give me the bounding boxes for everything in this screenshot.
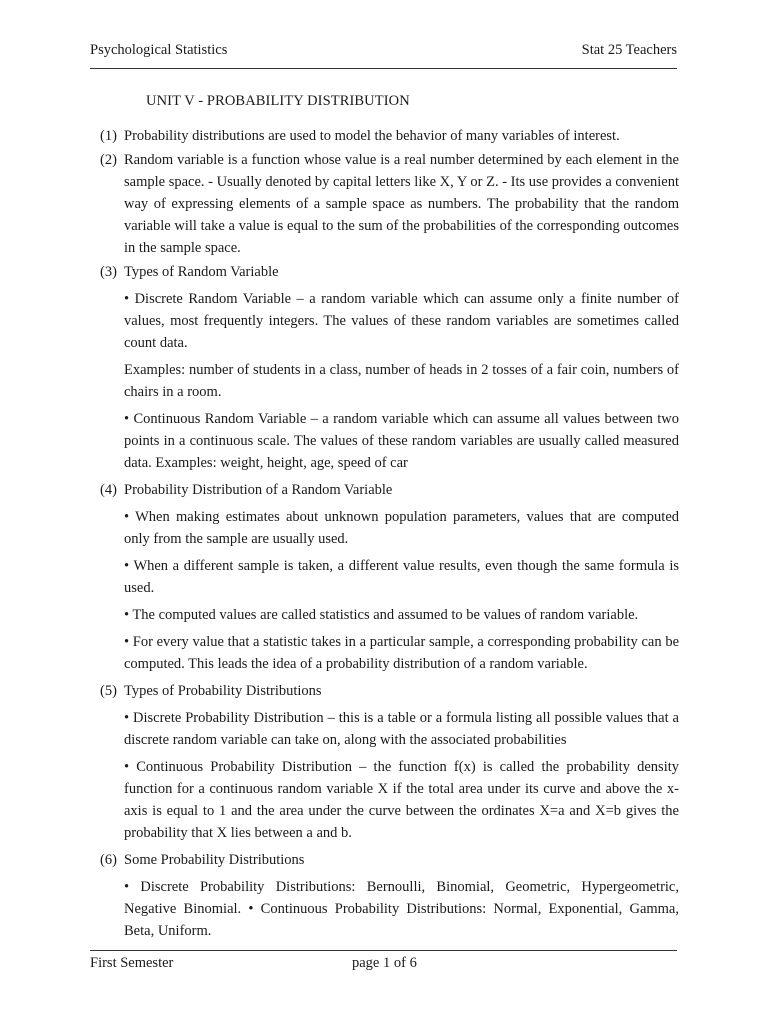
item-number: (1)	[100, 128, 117, 144]
header-course-code: Stat 25 Teachers	[581, 42, 677, 58]
footer-divider	[90, 950, 677, 951]
footer-semester: First Semester	[90, 955, 174, 971]
item-text: Random variable is a function whose value is a real number determined by each element in the sample space. - Usually denoted by capital letters like X, Y or Z. - Its use provides a convenient way of expressing elements of a sample space as numbers. The probability that the random variable will take a value is equal to the sum of the probabilities of the corresponding outcomes in the sample space.	[124, 152, 679, 256]
paragraph: • Discrete Probability Distribution – this is a table or a formula listing all possible values that a discrete random variable can take on, along with the associated probabilities	[124, 710, 679, 748]
paragraph: • Continuous Random Variable – a random variable which can assume all values between two points in a continuous scale. The values of these random variables are usually called measured data. Examples: weight, height, age, speed of car	[124, 411, 679, 471]
list-item-1	[90, 125, 679, 147]
paragraph: • When a different sample is taken, a different value results, even though the same formula is used.	[124, 558, 679, 596]
paragraph: • Continuous Probability Distribution – the function f(x) is called the probability density function for a continuous random variable X if the total area under its curve and above the x-axis is equal to 1 and the area under the curve between the ordinates X=a and X=b gives the probability that X lies between a and b.	[124, 759, 679, 841]
list-item-5	[90, 680, 679, 844]
header-course-title: Psychological Statistics	[90, 42, 228, 58]
paragraph: • Discrete Random Variable – a random variable which can assume only a finite number of values, most frequently integers. The values of these random variables are sometimes called count data.	[124, 291, 679, 351]
item-number: (6)	[100, 852, 117, 868]
page-header	[90, 42, 677, 64]
item-number: (3)	[100, 264, 117, 280]
unit-title: UNIT V - PROBABILITY DISTRIBUTION	[146, 93, 410, 109]
item-text: Probability distributions are used to model the behavior of many variables of interest.	[124, 128, 620, 144]
paragraph: • When making estimates about unknown population parameters, values that are computed only from the sample are usually used.	[124, 509, 679, 547]
paragraph: • Discrete Probability Distributions: Bernoulli, Binomial, Geometric, Hypergeometric, Negative Binomial. • Continuous Probability Distributions: Normal, Exponential, Gamma, Beta, Uniform.	[124, 879, 679, 939]
item-number: (5)	[100, 683, 117, 699]
list-item-4	[90, 479, 679, 675]
header-divider	[90, 68, 677, 69]
list-item-2	[90, 149, 679, 259]
paragraph: Examples: number of students in a class, number of heads in 2 tosses of a fair coin, numbers of chairs in a room.	[124, 362, 679, 400]
item-heading: Some Probability Distributions	[124, 852, 305, 868]
document-body	[90, 125, 679, 947]
item-number: (4)	[100, 482, 117, 498]
paragraph: • For every value that a statistic takes in a particular sample, a corresponding probability can be computed. This leads the idea of a probability distribution of a random variable.	[124, 634, 679, 672]
list-item-6	[90, 849, 679, 942]
paragraph: • The computed values are called statistics and assumed to be values of random variable.	[124, 607, 639, 623]
list-item-3	[90, 261, 679, 474]
item-heading: Types of Random Variable	[124, 264, 279, 280]
page-number: page 1 of 6	[352, 955, 417, 971]
item-heading: Types of Probability Distributions	[124, 683, 322, 699]
item-heading: Probability Distribution of a Random Variable	[124, 482, 393, 498]
item-number: (2)	[100, 152, 117, 168]
